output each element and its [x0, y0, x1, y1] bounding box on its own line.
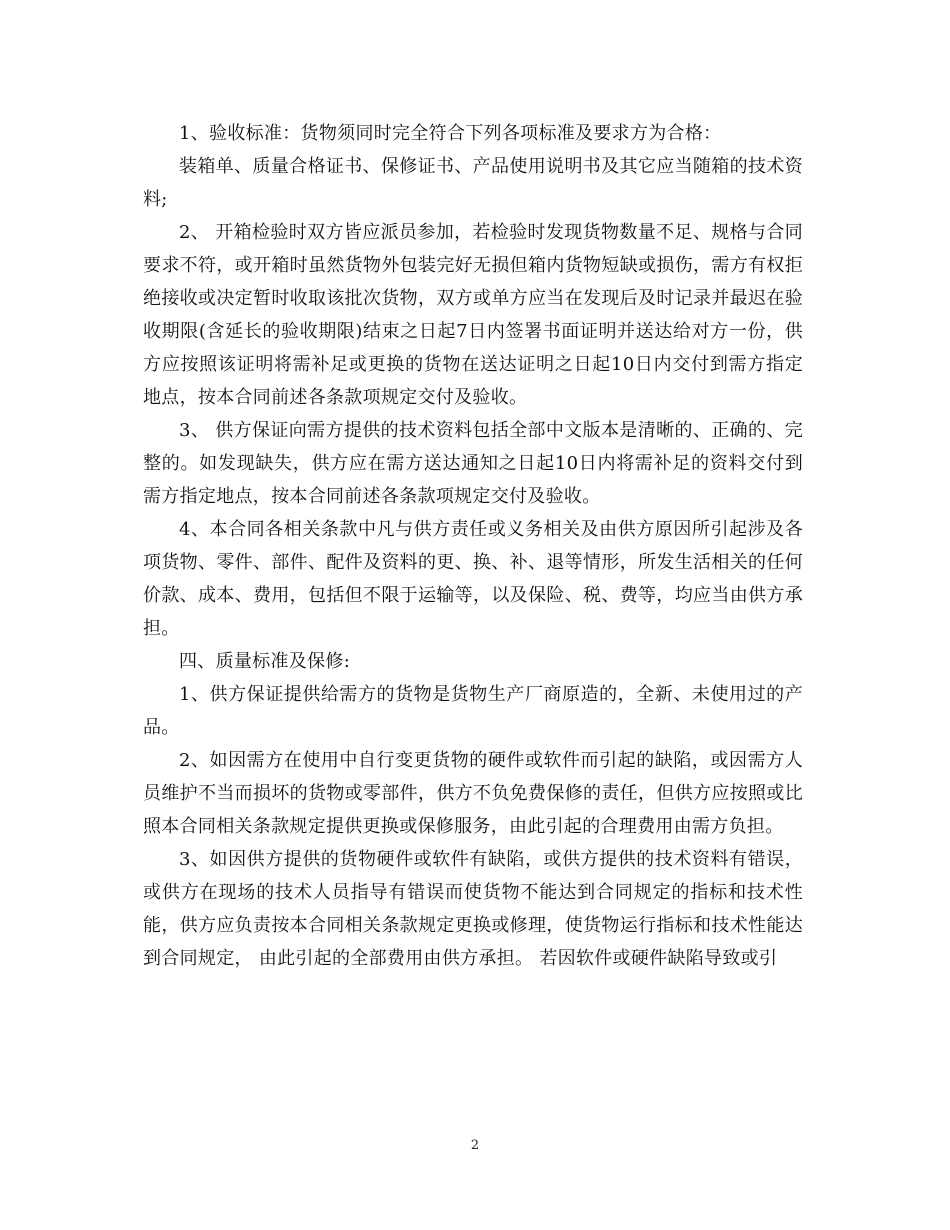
paragraph-supplier-defects: 3、如因供方提供的货物硬件或软件有缺陷，或供方提供的技术资料有错误，或供方在现场的技术人员指导有错误而使货物不能达到合同规定的指标和技术性能，供方应负责按本合同相关条款规定更换或修理，使货物运行指标和技术性能达到合同规定， 由此引起的全部费用由供方承担。 若因软件或硬件缺陷导致或引: [143, 849, 803, 969]
paragraph-technical-documents: 3、 供方保证向需方提供的技术资料包括全部中文版本是清晰的、正确的、完整的。如发现缺失，供方应在需方送达通知之日起10日内将需补足的资料交付到需方指定地点，按本合同前述各条款项规定交付及验收。: [143, 420, 803, 507]
paragraph-new-goods-guarantee: 1、供方保证提供给需方的货物是货物生产厂商原造的，全新、未使用过的产品。: [143, 684, 803, 738]
document-body: [143, 117, 803, 975]
paragraph-unpacking-inspection: 2、 开箱检验时双方皆应派员参加，若检验时发现货物数量不足、规格与合同要求不符，或开箱时虽然货物外包装完好无损但箱内货物短缺或损伤，需方有权拒绝接收或决定暂时收取该批次货物，双方或单方应当在发现后及时记录并最迟在验收期限(含延长的验收期限)结束之日起7日内签署书面证明并送达给对方一份，供方应按照该证明将需补足或更换的货物在送达证明之日起10日内交付到需方指定地点，按本合同前述各条款项规定交付及验收。: [143, 222, 803, 408]
paragraph-supplier-costs: 4、本合同各相关条款中凡与供方责任或义务相关及由供方原因所引起涉及各项货物、零件、部件、配件及资料的更、换、补、退等情形，所发生活相关的任何价款、成本、费用，包括但不限于运输等，以及保险、税、费等，均应当由供方承担。: [143, 519, 803, 639]
section-heading-quality-warranty: 四、质量标准及保修:: [179, 651, 351, 672]
paragraph-acceptance-standard: 1、验收标准：货物须同时完全符合下列各项标准及要求方为合格：: [179, 123, 722, 144]
page-number: 2: [470, 1138, 480, 1153]
paragraph-documents-list: 装箱单、质量合格证书、保修证书、产品使用说明书及其它应当随箱的技术资料;: [143, 156, 803, 210]
paragraph-buyer-modification: 2、如因需方在使用中自行变更货物的硬件或软件而引起的缺陷，或因需方人员维护不当而损坏的货物或零部件，供方不负免费保修的责任，但供方应按照或比照本合同相关条款规定提供更换或保修服务，由此引起的合理费用由需方负担。: [143, 750, 803, 837]
